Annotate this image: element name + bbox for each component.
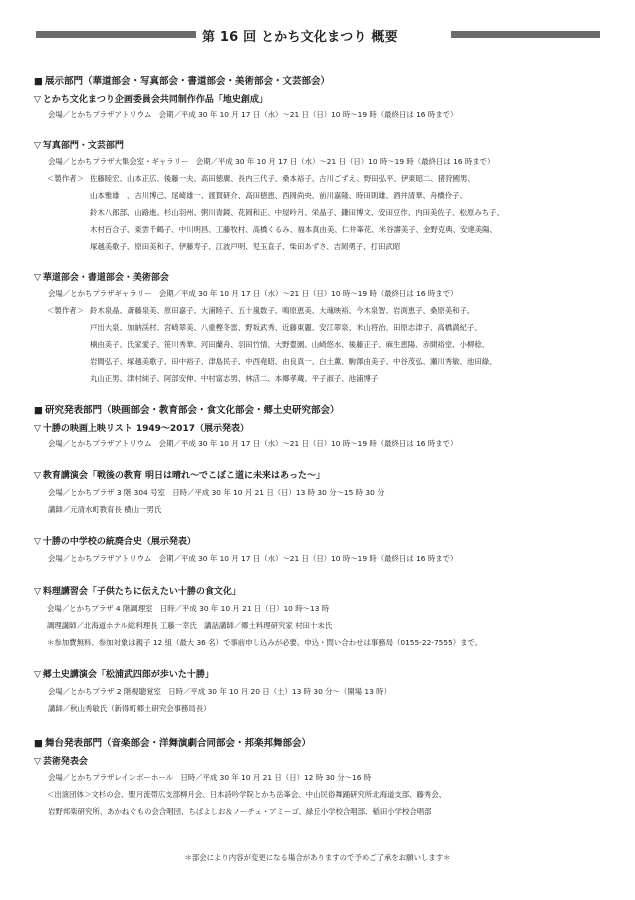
triangle-bullet-icon: ▽ — [34, 757, 41, 767]
member-line: 木村百合子、東雲千鶴子、中川明昌、工藤牧村、高橋くるみ、福本真由美、仁井峯花、米谷壽美子、金野克典、安達美陽、 — [90, 225, 497, 234]
item-cooking-note: ＊参加費無料、参加対象は親子 12 組（最大 36 名）で事前申し込みが必要。申込・問い合わせは事務局（0155-22-7555）まで。 — [47, 638, 483, 647]
member-line: 戸出大泉、加納渓村、宮崎翠美、八重樫冬雷、野坂武秀、近藤東麗、安江翠泉、米山将治、田原志津子、高橋満紀子、 — [90, 323, 482, 332]
item-cooking-lecturer: 調理講師／北海道ホテル総料理長 工藤一幸氏 講話講師／郷土料理研究家 村田十未氏 — [47, 621, 333, 630]
page-title: 第 16 回 とかち文化まつり 概要 — [202, 30, 398, 45]
item-arts-groups-line: 岩野邦楽研究所、あかねぐもの会合唱団、ちばよしお＆ノーチェ・アミーゴ、緑丘小学校合唱部、稲田小学校合唱部 — [48, 807, 432, 816]
member-line: 鈴木泉晶、斎藤泉美、原田嘉子、大浦睦子、五十嵐数子、鳴原恵美、大魂映裕、今木泉智、岩渕恵子、桑原美和子、 — [90, 306, 475, 315]
member-line: 山本雅雄 、古川博己、尾崎雄一、渡賀研介、高田徳恵、西岡尚央、前川嘉隆、時田則雄、酒井清華、舟橋伶子、 — [90, 191, 467, 200]
title-bar-left — [36, 31, 196, 38]
title-row — [36, 26, 600, 44]
item-photo-members-row — [47, 173, 475, 184]
member-line: 塚越美歌子、原田美和子、伊藤寿子、江波戸明、児玉直子、柴田あずさ、吉岡勇子、打田武昭 — [90, 242, 401, 251]
item-photo-title: ▽ 写真部門・文芸部門 — [34, 141, 124, 151]
item-joint-title: ▽ とかち文化まつり企画委員会共同制作作品「地史創成」 — [34, 95, 268, 105]
member-line: 佐藤睦宏、山本正広、後藤一夫、高田徳廣、長内三代子、桑本裕子、古川ごずえ、野田弘平、伊東昭二、猪狩國男、 — [90, 174, 475, 183]
item-movie-venue: 会場／とかちプラザアトリウム 会期／平成 30 年 10 月 17 日（水）～21 日（日）10 時～19 時（最終日は 16 時まで） — [48, 439, 458, 448]
item-education-venue: 会場／とかちプラザ 3 階 304 号室 日時／平成 30 年 10 月 21 日（日）13 時 30 分～15 時 30 分 — [48, 488, 385, 497]
item-cooking-venue: 会場／とかちプラザ 4 階調理室 日時／平成 30 年 10 月 21 日（日）10 時～13 時 — [47, 604, 330, 613]
item-junior-title: ▽ 十勝の中学校の統廃合史（展示発表） — [34, 537, 196, 547]
member-line: 丸山正男、津村純子、阿部安伸、中村富志男、林活二、本郷孝蔵、平子淑子、池浦博子 — [90, 374, 379, 383]
square-bullet-icon: ■ — [34, 405, 43, 416]
item-calligraphy-venue: 会場／とかちプラザギャラリー 会期／平成 30 年 10 月 17 日（水）～21 日（日）10 時～19 時（最終日は 16 時まで） — [48, 289, 458, 298]
item-photo-venue: 会場／とかちプラザ大集会室・ギャラリー 会期／平成 30 年 10 月 17 日（水）～21 日（日）10 時～19 時（最終日は 16 時まで） — [48, 157, 495, 166]
item-cooking-title: ▽ 料理講習会「子供たちに伝えたい十勝の食文化」 — [34, 587, 241, 597]
item-joint-venue: 会場／とかちプラザアトリウム 会期／平成 30 年 10 月 17 日（水）～21 日（日）10 時～19 時（最終日は 16 時まで） — [48, 110, 458, 119]
triangle-bullet-icon: ▽ — [34, 587, 41, 597]
member-line: 鈴木八郎部、山路進、杉山羽州、粥川青鏡、花岡和正、中屋吟月、栄晶子、鎌田博文、安田豆作、内田美佐子、松原みち子、 — [90, 208, 504, 217]
item-history-lecturer: 講師／秋山秀敏氏（新得町郷土研究会事務局長） — [48, 704, 211, 713]
triangle-bullet-icon: ▽ — [34, 424, 41, 434]
member-line: 岩間弘子、塚越美歌子、田中裕子、津島民子、中西堯昭、由良真一、白土薫、駒澤由美子、中谷茂弘、瀬川秀敏、池田綠、 — [90, 357, 497, 366]
item-education-lecturer: 講師／元清水町教育長 横山一男氏 — [48, 505, 162, 514]
section-exhibition-heading: ■ 展示部門（華道部会・写真部会・書道部会・美術部会・文芸部会） — [34, 76, 330, 87]
triangle-bullet-icon: ▽ — [34, 95, 41, 105]
footer-note: ＊部会により内容が変更になる場合がありますので予めご了承をお願いします＊ — [184, 853, 451, 862]
triangle-bullet-icon: ▽ — [34, 273, 41, 283]
triangle-bullet-icon: ▽ — [34, 537, 41, 547]
item-arts-title: ▽ 芸術発表会 — [34, 757, 88, 767]
item-history-title: ▽ 郷土史講演会「松浦武四郎が歩いた十勝」 — [34, 670, 214, 680]
makers-label: ＜製作者＞ — [47, 174, 84, 183]
item-movie-title: ▽ 十勝の映画上映リスト 1949～2017（展示発表） — [34, 424, 249, 434]
item-education-title: ▽ 教育講演会「戦後の教育 明日は晴れ～でこぼこ道に未来はあった～」 — [34, 471, 325, 481]
square-bullet-icon: ■ — [34, 738, 43, 749]
item-calligraphy-title: ▽ 華道部会・書道部会・美術部会 — [34, 273, 169, 283]
item-arts-groups-line: ＜出演団体＞文杉の会、聖月流帯広支部柳月会、日本詩吟学院とかち岳峯会、中山民俗舞踊研究所北海道支部、藤秀会、 — [47, 790, 447, 799]
section-stage-heading: ■ 舞台発表部門（音楽部会・洋舞演劇合同部会・邦楽邦舞部会） — [34, 738, 311, 749]
triangle-bullet-icon: ▽ — [34, 471, 41, 481]
member-line: 楠由美子、氏家愛子、笹川秀華、河田蘭舟、羽田竹情、大野豊園、山崎悠水、後藤正子、麻生恵陽、赤間裕堂、小柳稔、 — [90, 340, 490, 349]
square-bullet-icon: ■ — [34, 76, 43, 87]
makers-label: ＜製作者＞ — [47, 306, 84, 315]
triangle-bullet-icon: ▽ — [34, 670, 41, 680]
section-research-heading: ■ 研究発表部門（映画部会・教育部会・食文化部会・郷土史研究部会） — [34, 405, 340, 416]
title-bar-right — [451, 31, 600, 38]
item-history-venue: 会場／とかちプラザ 2 階視聴覚室 日時／平成 30 年 10 月 20 日（土）13 時 30 分～（開場 13 時） — [48, 687, 391, 696]
triangle-bullet-icon: ▽ — [34, 141, 41, 151]
item-arts-venue: 会場／とかちプラザレインボーホール 日時／平成 30 年 10 月 21 日（日）12 時 30 分～16 時 — [48, 773, 372, 782]
item-junior-venue: 会場／とかちプラザアトリウム 会期／平成 30 年 10 月 17 日（水）～21 日（日）10 時～19 時（最終日は 16 時まで） — [48, 554, 458, 563]
item-calligraphy-members-row — [47, 305, 474, 316]
